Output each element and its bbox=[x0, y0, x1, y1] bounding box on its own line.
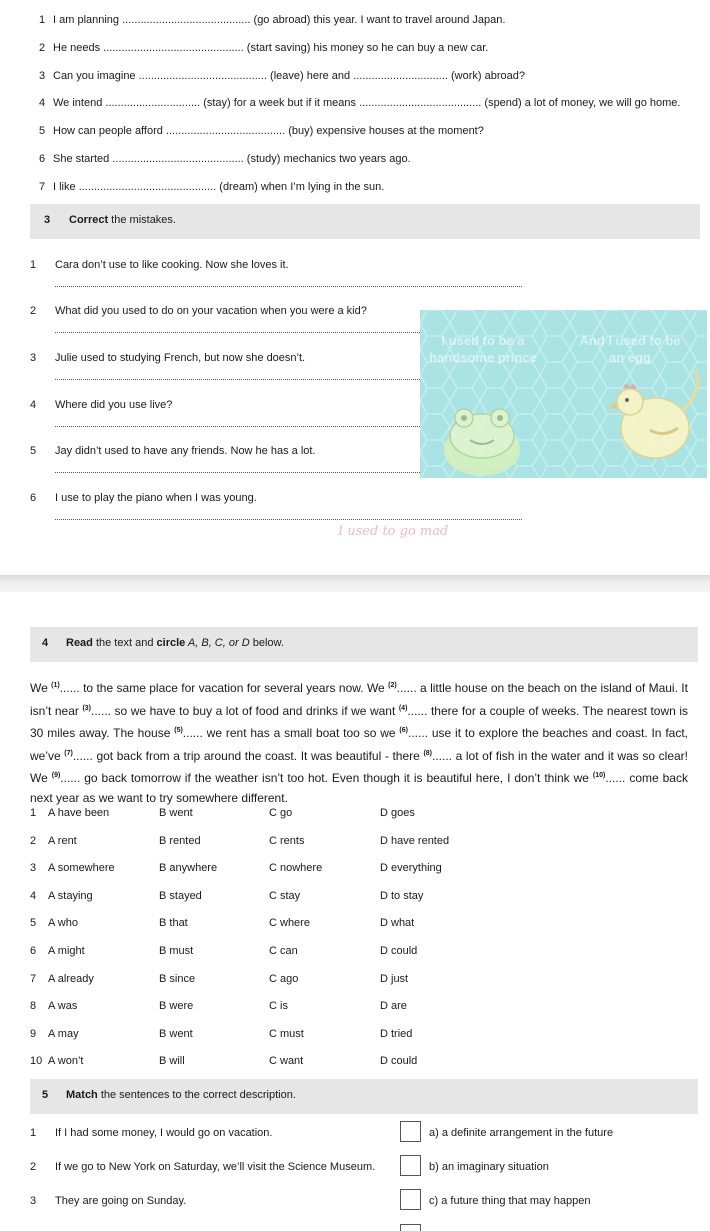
item-number: 2 bbox=[30, 1161, 37, 1173]
gap-number: (9) bbox=[51, 772, 61, 779]
item-text: How can people afford bbox=[53, 125, 166, 137]
item-text: We intend bbox=[53, 97, 106, 109]
answer-box[interactable] bbox=[400, 1121, 421, 1142]
item-sentence: What did you used to do on your vacation when you were a kid? bbox=[55, 305, 367, 317]
reading-text bbox=[30, 676, 688, 808]
text-segment: ...... go back tomorrow if the weather isn’t too hot. Even though it is beautiful here, I don’t think we bbox=[60, 771, 593, 785]
option-c[interactable]: C stay bbox=[269, 889, 301, 902]
item-number: 5 bbox=[30, 445, 37, 457]
text-segment: ...... so we have to buy a lot of food and drinks if we want bbox=[91, 703, 399, 718]
option-a[interactable]: A won’t bbox=[48, 1055, 84, 1068]
answer-blank[interactable]: ....................................... bbox=[165, 125, 286, 137]
item-text: (start saving) his money so he can buy a new car. bbox=[243, 42, 489, 54]
text-segment: ...... a little house on the beach on the island of Maui. It isn’t near bbox=[30, 681, 688, 718]
exercise-5-title: Match the sentences to the correct description. bbox=[66, 1089, 296, 1101]
option-c[interactable]: C want bbox=[269, 1055, 304, 1068]
option-d[interactable]: D just bbox=[380, 972, 409, 985]
exercise-3-number: 3 bbox=[44, 214, 51, 226]
answer-blank[interactable]: ........................................... bbox=[112, 153, 244, 165]
text-segment: ...... got back from a trip around the coast. It was beautiful - there bbox=[72, 748, 424, 763]
fill-in-item bbox=[39, 42, 488, 54]
option-c[interactable]: C must bbox=[269, 1027, 304, 1040]
gap-number: (5) bbox=[174, 727, 183, 734]
option-d[interactable]: D could bbox=[380, 1055, 418, 1068]
option-row-number: 9 bbox=[30, 1027, 37, 1040]
text-segment: ...... use it to explore the beaches and coast. In fact, we’ve bbox=[30, 726, 689, 763]
option-d[interactable]: D everything bbox=[380, 862, 442, 875]
option-a[interactable]: A rent bbox=[48, 834, 77, 847]
match-sentence: If we go to New York on Saturday, we’ll visit the Science Museum. bbox=[55, 1161, 376, 1173]
exercise-5-header bbox=[30, 1079, 698, 1114]
worksheet-page-1 bbox=[0, 0, 710, 575]
option-a[interactable]: A might bbox=[48, 945, 85, 957]
item-number: 3 bbox=[30, 1195, 37, 1207]
option-d[interactable]: D have rented bbox=[380, 834, 450, 847]
item-text: (study) mechanics two years ago. bbox=[243, 153, 411, 165]
answer-blank[interactable]: ............................................. bbox=[78, 181, 217, 193]
item-text: I like bbox=[53, 181, 79, 193]
answer-blank[interactable]: .............................................. bbox=[103, 42, 244, 54]
gap-number: (1) bbox=[51, 682, 60, 689]
answer-blank[interactable]: ............................... bbox=[105, 97, 201, 109]
item-text: (go abroad) this year. I want to travel around Japan. bbox=[250, 14, 506, 26]
text-segment: ...... a lot of fish in the water and it was so clear! We bbox=[30, 748, 688, 785]
item-number: 1 bbox=[30, 1127, 37, 1139]
gap-number: (7) bbox=[64, 749, 73, 757]
item-number: 4 bbox=[39, 97, 46, 109]
text-segment: ...... there for a couple of weeks. The nearest town is 30 miles away. The house bbox=[30, 703, 688, 740]
match-sentence: If I had some money, I would go on vacation. bbox=[55, 1127, 273, 1139]
item-number: 6 bbox=[39, 153, 46, 165]
text-segment: ...... we rent has a small boat too so we bbox=[182, 726, 400, 740]
gap-number: (10) bbox=[592, 772, 606, 779]
option-c[interactable]: C rents bbox=[269, 834, 305, 847]
item-sentence: I use to play the piano when I was young. bbox=[55, 492, 257, 504]
item-text: I am planning bbox=[53, 14, 123, 26]
match-description: a) a definite arrangement in the future bbox=[429, 1127, 614, 1139]
item-sentence: Jay didn’t used to have any friends. Now he has a lot. bbox=[55, 445, 316, 457]
option-c[interactable]: C where bbox=[269, 917, 310, 930]
item-text: She started bbox=[53, 153, 113, 165]
option-row-number: 8 bbox=[30, 1000, 37, 1013]
item-sentence: Julie used to studying French, but now she doesn’t. bbox=[55, 352, 306, 364]
answer-blank[interactable]: ........................................ bbox=[359, 97, 482, 109]
option-b[interactable]: B went bbox=[159, 807, 193, 819]
item-text: (dream) when I’m lying in the sun. bbox=[216, 181, 385, 193]
match-description: b) an imaginary situation bbox=[429, 1161, 549, 1173]
option-a[interactable]: A have been bbox=[48, 807, 110, 819]
answer-blank[interactable]: ............................... bbox=[353, 70, 448, 82]
gap-number: (2) bbox=[388, 682, 397, 689]
option-row-number: 10 bbox=[30, 1055, 43, 1068]
text-segment: ...... come back next year as we want to try somewhere different. bbox=[30, 771, 688, 805]
gap-number: (3) bbox=[82, 704, 91, 712]
option-row-number: 7 bbox=[30, 972, 37, 985]
text-segment: We bbox=[30, 681, 52, 695]
page-separator bbox=[0, 575, 710, 592]
option-b[interactable]: B must bbox=[159, 945, 194, 957]
option-a[interactable]: A somewhere bbox=[48, 862, 115, 875]
option-b[interactable]: B will bbox=[159, 1055, 185, 1068]
gap-number: (4) bbox=[398, 704, 408, 712]
fill-in-item bbox=[39, 97, 680, 109]
option-d[interactable]: D goes bbox=[380, 807, 415, 819]
option-b[interactable]: B went bbox=[159, 1027, 193, 1040]
option-row-number: 2 bbox=[30, 834, 37, 847]
text-segment: ...... to the same place for vacation for several years now. We bbox=[59, 681, 389, 695]
item-number: 7 bbox=[39, 181, 46, 193]
cartoon-image bbox=[420, 310, 707, 478]
item-text: (spend) a lot of money, we will go home. bbox=[481, 97, 681, 109]
fill-in-item bbox=[39, 153, 411, 165]
item-sentence: Cara don’t use to like cooking. Now she loves it. bbox=[55, 259, 289, 271]
worksheet-page-2 bbox=[0, 592, 710, 1230]
option-d[interactable]: D what bbox=[380, 917, 415, 930]
frog-figure bbox=[444, 409, 520, 476]
option-d[interactable]: D could bbox=[380, 945, 418, 957]
item-number: 2 bbox=[30, 305, 37, 317]
option-d[interactable]: D to stay bbox=[380, 889, 424, 902]
answer-blank[interactable]: .......................................... bbox=[122, 14, 251, 26]
match-description: c) a future thing that may happen bbox=[429, 1195, 591, 1207]
exercise-4-title: Read the text and circle A, B, C, or D below. bbox=[66, 637, 284, 649]
fill-in-item bbox=[39, 70, 525, 82]
gap-number: (8) bbox=[423, 749, 432, 757]
option-row-number: 1 bbox=[30, 807, 37, 819]
option-b[interactable]: B rented bbox=[159, 834, 201, 847]
item-text: Can you imagine bbox=[53, 70, 139, 82]
item-number: 1 bbox=[39, 14, 46, 26]
gap-number: (6) bbox=[399, 727, 408, 734]
exercise-5-number: 5 bbox=[42, 1089, 49, 1101]
option-a[interactable]: A was bbox=[48, 1000, 78, 1013]
option-d[interactable]: D tried bbox=[380, 1027, 413, 1040]
option-c[interactable]: C go bbox=[269, 807, 293, 819]
option-b[interactable]: B that bbox=[159, 917, 188, 930]
caption-egg: And I used to be an egg bbox=[579, 333, 681, 365]
option-b[interactable]: B were bbox=[159, 1000, 194, 1013]
option-a[interactable]: A staying bbox=[48, 889, 93, 902]
exercise-3-title: Correct the mistakes. bbox=[69, 214, 176, 226]
item-number: 5 bbox=[39, 125, 46, 137]
fill-in-item bbox=[39, 125, 484, 137]
option-a[interactable]: A may bbox=[48, 1027, 79, 1040]
option-c[interactable]: C nowhere bbox=[269, 862, 323, 875]
exercise-4-number: 4 bbox=[42, 637, 49, 649]
item-text: (work) abroad? bbox=[447, 70, 525, 82]
answer-line[interactable] bbox=[55, 519, 522, 520]
option-d[interactable]: D are bbox=[380, 1000, 407, 1013]
item-text: He needs bbox=[53, 42, 104, 54]
option-c[interactable]: C ago bbox=[269, 972, 299, 985]
option-row-number: 6 bbox=[30, 945, 37, 957]
item-number: 2 bbox=[39, 42, 46, 54]
item-number: 4 bbox=[30, 399, 37, 411]
option-c[interactable]: C is bbox=[269, 1000, 288, 1013]
item-sentence: Where did you use live? bbox=[55, 399, 173, 411]
item-number: 3 bbox=[30, 352, 37, 364]
item-number: 6 bbox=[30, 492, 37, 504]
answer-line[interactable] bbox=[55, 286, 522, 287]
match-sentence: They are going on Sunday. bbox=[55, 1195, 187, 1207]
option-row-number: 5 bbox=[30, 917, 37, 930]
watermark-text: I used to go mad bbox=[338, 524, 449, 539]
answer-box[interactable] bbox=[400, 1189, 421, 1210]
fill-in-item bbox=[39, 14, 505, 26]
item-number: 1 bbox=[30, 259, 37, 271]
option-b[interactable]: B anywhere bbox=[159, 862, 218, 875]
option-row-number: 3 bbox=[30, 862, 37, 875]
item-text: (buy) expensive houses at the moment? bbox=[285, 125, 484, 137]
option-a[interactable]: A who bbox=[48, 917, 78, 930]
option-c[interactable]: C can bbox=[269, 945, 298, 957]
answer-blank[interactable]: .......................................... bbox=[138, 70, 267, 82]
option-row-number: 4 bbox=[30, 889, 37, 902]
option-b[interactable]: B stayed bbox=[159, 889, 202, 902]
item-number: 3 bbox=[39, 70, 46, 82]
exercise-4-header bbox=[30, 627, 698, 662]
fill-in-item bbox=[39, 181, 384, 193]
answer-box[interactable] bbox=[400, 1155, 421, 1176]
option-b[interactable]: B since bbox=[159, 972, 196, 985]
caption-prince: I used to be a handsome prince bbox=[429, 333, 537, 365]
item-text: (stay) for a week but if it means bbox=[200, 97, 360, 109]
exercise-3-header bbox=[30, 204, 700, 239]
option-a[interactable]: A already bbox=[48, 972, 94, 985]
item-text: (leave) here and bbox=[266, 70, 354, 82]
